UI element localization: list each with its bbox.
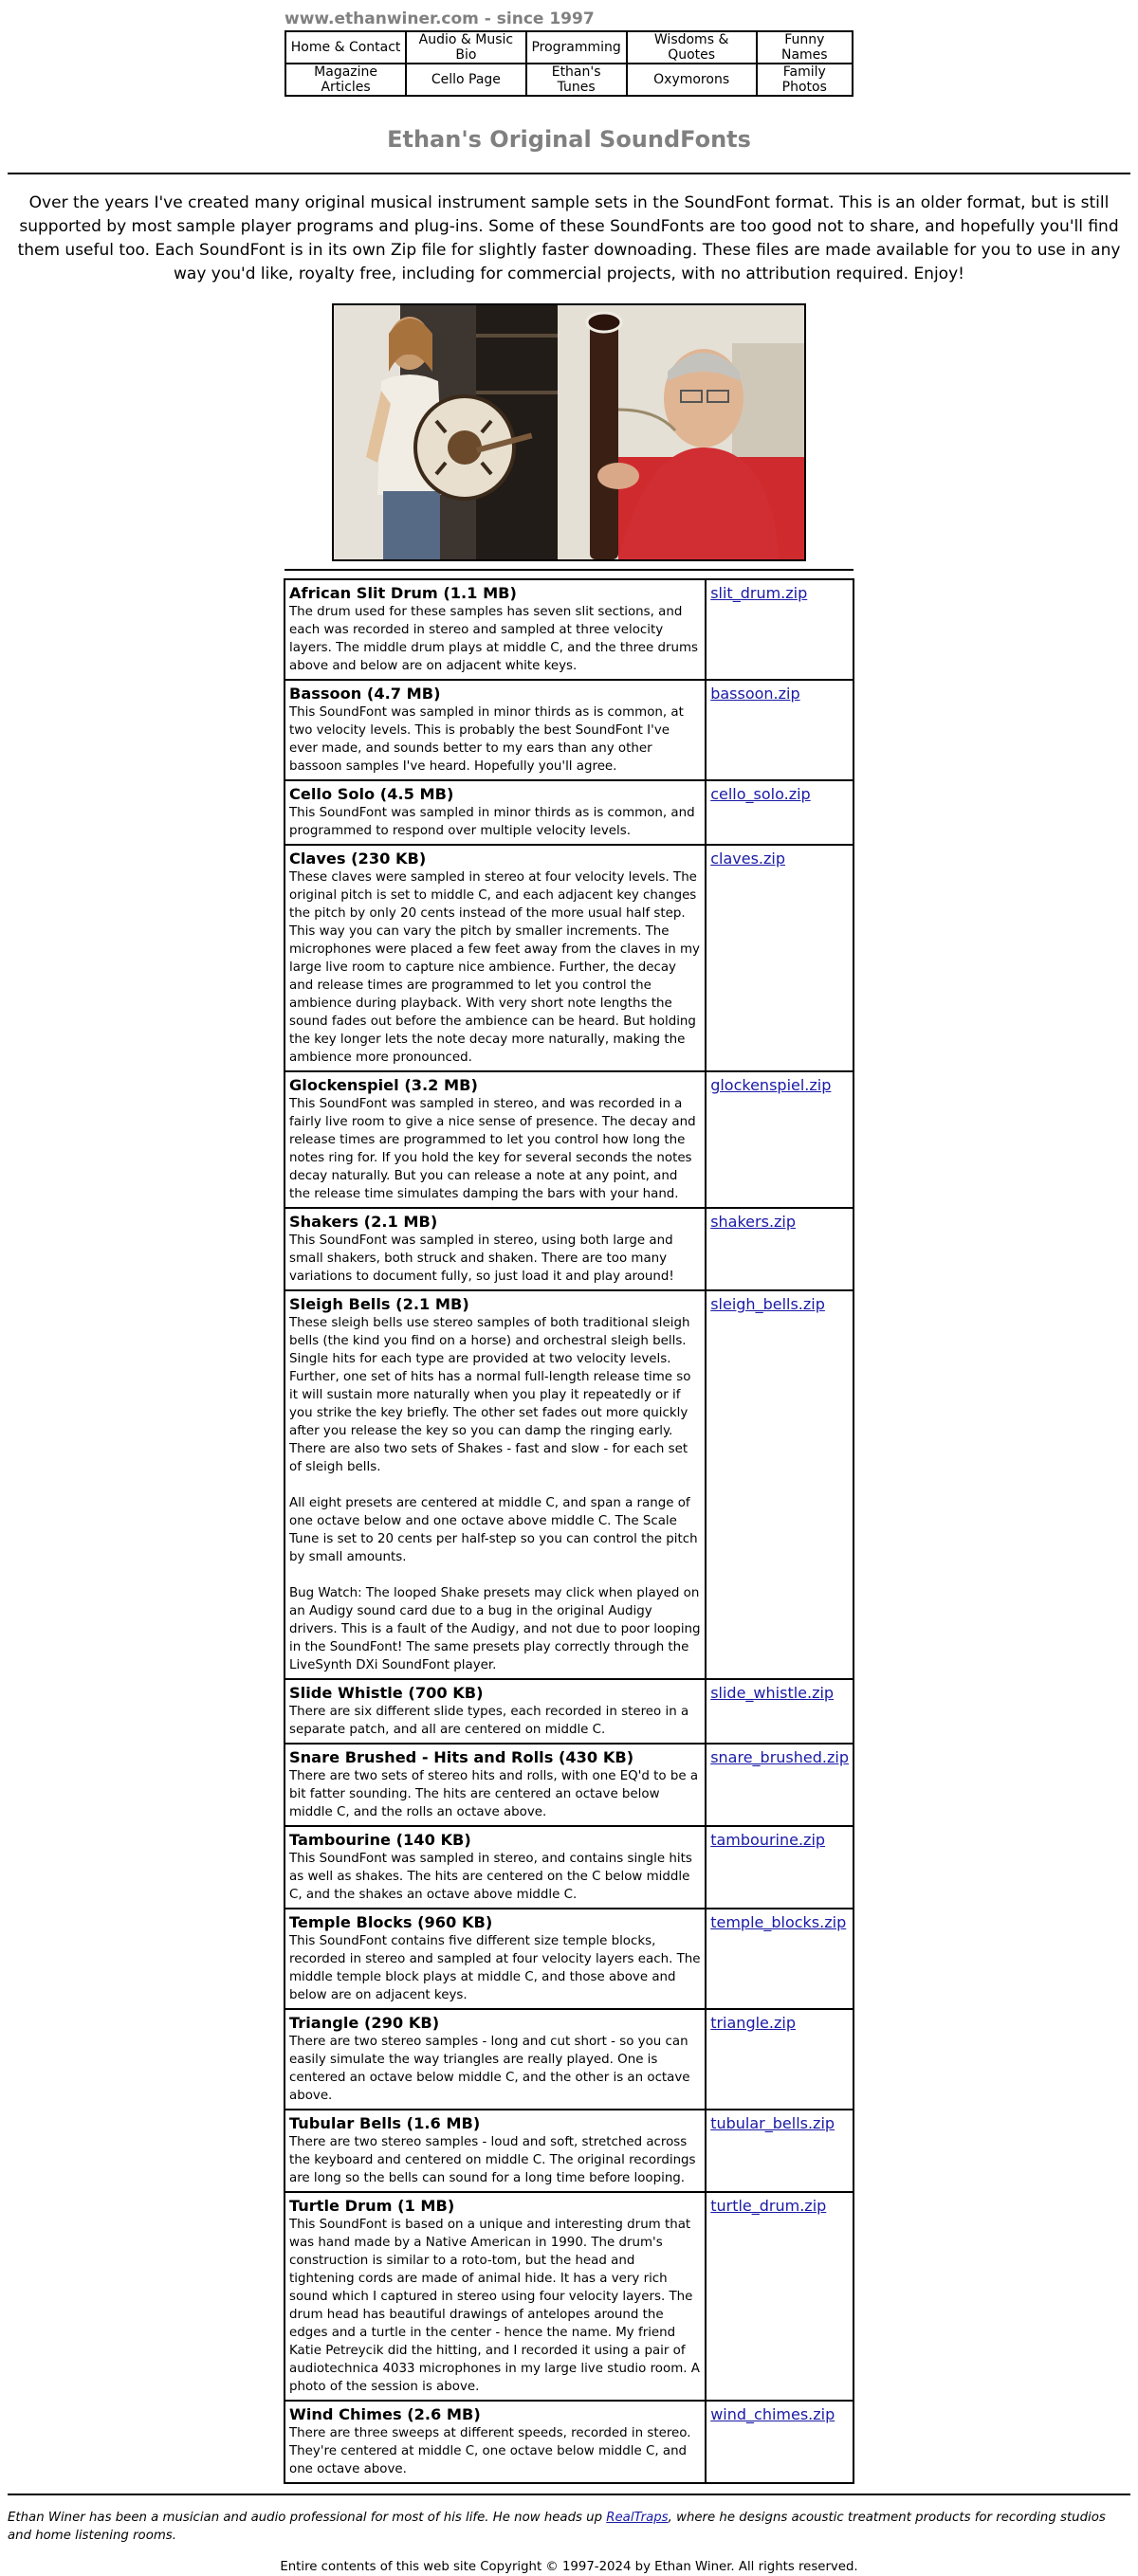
soundfont-row bbox=[284, 2192, 854, 2401]
soundfont-title: Tubular Bells (1.6 MB) bbox=[289, 2114, 481, 2132]
nav-link[interactable]: Ethan's Tunes bbox=[551, 64, 601, 95]
soundfont-download-cell bbox=[706, 1744, 854, 1826]
nav-link[interactable]: Funny Names bbox=[780, 32, 828, 63]
soundfont-title: Triangle (290 KB) bbox=[289, 2014, 440, 2032]
soundfont-description-cell bbox=[284, 1744, 706, 1826]
soundfont-description-cell bbox=[284, 780, 706, 845]
intro-text: Over the years I've created many original musical instrument sample sets in the SoundFont format. This is an older format, but is still supported by most sample player programs and plug-ins. Some of these SoundFonts are too good not to share, and hopefully you'll find them useful too. Each SoundFont is in its own Zip file for slightly faster downoading. These files are made available for you to use in any way you'd like, royalty free, including for commercial projects, with no attribution required. Enjoy! bbox=[17, 193, 1121, 283]
download-zip-link[interactable]: sleigh_bells.zip bbox=[710, 1295, 825, 1313]
nav-family-photos[interactable] bbox=[757, 64, 853, 96]
soundfont-row bbox=[284, 2401, 854, 2483]
soundfont-description: There are six different slide types, each recorded in stereo in a separate patch, and all are centered on middle C. bbox=[289, 1705, 689, 1737]
soundfont-description: All eight presets are centered at middle C, and span a range of one octave below and one octave above middle C. The Scale Tune is set to 20 cents per half-step so you can control the pitch by small amounts. bbox=[289, 1496, 698, 1564]
soundfont-description: There are two stereo samples - long and cut short - so you can easily simulate the way triangles are really played. One is centered an octave below middle C, and the other is an octave above. bbox=[289, 2035, 690, 2103]
soundfont-description: This SoundFont was sampled in minor thirds as is common, and programmed to respond over multiple velocity levels. bbox=[289, 806, 695, 838]
divider bbox=[8, 2494, 1130, 2495]
soundfont-download-cell bbox=[706, 1290, 854, 1679]
soundfont-description-cell bbox=[284, 2192, 706, 2401]
nav-link[interactable]: Home & Contact bbox=[290, 40, 401, 55]
soundfont-row bbox=[284, 1290, 854, 1679]
soundfont-row bbox=[284, 1826, 854, 1909]
soundfont-title: African Slit Drum (1.1 MB) bbox=[289, 584, 517, 602]
nav-magazine-articles[interactable] bbox=[285, 64, 406, 96]
soundfont-download-cell bbox=[706, 1071, 854, 1208]
download-zip-link[interactable]: shakers.zip bbox=[710, 1213, 797, 1231]
nav-link[interactable]: Family Photos bbox=[781, 64, 827, 95]
download-zip-link[interactable]: bassoon.zip bbox=[710, 685, 800, 703]
soundfont-description-cell bbox=[284, 1909, 706, 2009]
soundfont-download-cell bbox=[706, 780, 854, 845]
nav-funny-names[interactable] bbox=[757, 31, 853, 64]
realtraps-link[interactable]: RealTraps bbox=[606, 2511, 669, 2525]
soundfont-title: Cello Solo (4.5 MB) bbox=[289, 785, 454, 803]
soundfont-description-cell bbox=[284, 1826, 706, 1909]
nav-menu bbox=[284, 30, 854, 97]
soundfont-row bbox=[284, 1909, 854, 2009]
soundfont-description-cell bbox=[284, 845, 706, 1071]
soundfont-download-cell bbox=[706, 845, 854, 1071]
soundfont-title: Claves (230 KB) bbox=[289, 850, 427, 868]
soundfont-title: Glockenspiel (3.2 MB) bbox=[289, 1076, 478, 1094]
bio-text: Ethan Winer has been a musician and audio professional for most of his life. He now heads up bbox=[8, 2511, 607, 2525]
soundfont-description: There are two stereo samples - loud and soft, stretched across the keyboard and centered on middle C. The original recordings are long so the bells can sound for a long time before looping. bbox=[289, 2135, 696, 2185]
soundfont-download-cell bbox=[706, 1909, 854, 2009]
soundfont-table bbox=[284, 578, 854, 2484]
soundfont-row bbox=[284, 680, 854, 780]
soundfont-title: Turtle Drum (1 MB) bbox=[289, 2197, 455, 2215]
soundfont-description-cell bbox=[284, 2401, 706, 2483]
nav-link[interactable]: Oxymorons bbox=[653, 72, 730, 87]
soundfont-download-cell bbox=[706, 2009, 854, 2110]
soundfont-description: This SoundFont is based on a unique and interesting drum that was hand made by a Native American in 1990. The drum's construction is similar to a roto-tom, but the head and tightening cords are made of animal hide. It has a very rich sound which I captured in stereo using four velocity layers. The drum head has beautiful drawings of antelopes around the edges and a turtle in the center - hence the name. My friend Katie Petreycik did the hitting, and I recorded it using a pair of audiotechnica 4033 microphones in my large live studio room. A photo of the session is above. bbox=[289, 2218, 700, 2394]
soundfont-row bbox=[284, 2009, 854, 2110]
download-zip-link[interactable]: glockenspiel.zip bbox=[710, 1076, 832, 1094]
soundfont-download-cell bbox=[706, 680, 854, 780]
download-zip-link[interactable]: turtle_drum.zip bbox=[710, 2197, 827, 2215]
download-zip-link[interactable]: temple_blocks.zip bbox=[710, 1913, 847, 1931]
nav-link[interactable]: Wisdoms & Quotes bbox=[653, 32, 729, 63]
download-zip-link[interactable]: tubular_bells.zip bbox=[710, 2114, 835, 2132]
nav-oxymorons[interactable] bbox=[627, 64, 757, 96]
nav-row bbox=[285, 64, 853, 96]
soundfont-description-cell bbox=[284, 2110, 706, 2192]
soundfont-row bbox=[284, 780, 854, 845]
soundfont-description-cell bbox=[284, 1208, 706, 1290]
soundfont-row bbox=[284, 579, 854, 680]
site-url: www.ethanwiner.com - since 1997 bbox=[284, 9, 595, 28]
soundfont-description: Bug Watch: The looped Shake presets may click when played on an Audigy sound card due to a bug in the original Audigy drivers. This is a fault of the Audigy, and not due to poor looping in the SoundFont! The same presets play correctly through the LiveSynth DXi SoundFont player. bbox=[289, 1586, 701, 1672]
download-zip-link[interactable]: snare_brushed.zip bbox=[710, 1748, 849, 1766]
soundfont-description: These sleigh bells use stereo samples of both traditional sleigh bells (the kind you find on a horse) and orchestral sleigh bells. Single hits for each type are provided at two velocity levels. Further, one set of hits has a normal full-length release time so it will sustain more naturally when you play it repeatedly or if you strike the key briefly. The other set fades out more quickly after you release the key so you can damp the ringing early. There are also two sets of Shakes - fast and slow - for each set of sleigh bells. bbox=[289, 1316, 691, 1474]
nav-link[interactable]: Magazine Articles bbox=[314, 64, 378, 95]
soundfont-row bbox=[284, 1208, 854, 1290]
soundfont-description: There are three sweeps at different speeds, recorded in stereo. They're centered at middle C, one octave below middle C, and one octave above. bbox=[289, 2426, 691, 2476]
soundfont-description-cell bbox=[284, 1679, 706, 1744]
nav-ethans-tunes[interactable] bbox=[526, 64, 627, 96]
nav-cello-page[interactable] bbox=[406, 64, 525, 96]
nav-programming[interactable] bbox=[526, 31, 627, 64]
nav-link[interactable]: Cello Page bbox=[431, 72, 501, 87]
soundfont-row bbox=[284, 845, 854, 1071]
download-zip-link[interactable]: tambourine.zip bbox=[710, 1831, 826, 1849]
soundfont-title: Slide Whistle (700 KB) bbox=[289, 1684, 484, 1702]
soundfont-table-body bbox=[284, 579, 854, 2483]
soundfont-description: This SoundFont was sampled in minor thirds as is common, at two velocity levels. This is probably the best SoundFont I've ever made, and sounds better to my ears than any other bassoon samples I've heard. Hopefully you'll agree. bbox=[289, 705, 684, 774]
soundfont-description: This SoundFont was sampled in stereo, and was recorded in a fairly live room to give a nice sense of presence. The decay and release times are programmed to let you control how long the notes ring for. If you hold the key for several seconds the notes decay naturally. But you can release a note at any point, and the release time simulates damping the bars with your hand. bbox=[289, 1097, 696, 1201]
soundfont-description-cell bbox=[284, 680, 706, 780]
soundfont-title: Snare Brushed - Hits and Rolls (430 KB) bbox=[289, 1748, 634, 1766]
bio-text: , where he designs acoustic treatment products for recording studios and home listening rooms. bbox=[8, 2511, 1106, 2543]
soundfont-title: Wind Chimes (2.6 MB) bbox=[289, 2405, 481, 2423]
author-bio bbox=[8, 2509, 1130, 2545]
soundfont-description: The drum used for these samples has seven slit sections, and each was recorded in stereo and sampled at three velocity layers. The middle drum plays at middle C, and the three drums above and below are on adjacent white keys. bbox=[289, 605, 699, 673]
download-zip-link[interactable]: claves.zip bbox=[710, 850, 785, 868]
copyright-notice: Entire contents of this web site Copyright © 1997-2024 by Ethan Winer. All rights reserved. bbox=[280, 2560, 858, 2574]
soundfont-row bbox=[284, 1071, 854, 1208]
soundfont-description-cell bbox=[284, 1290, 706, 1679]
soundfont-description: There are two sets of stereo hits and rolls, with one EQ'd to be a bit fatter sounding. The hits are centered an octave below middle C, and the rolls an octave above. bbox=[289, 1769, 699, 1819]
soundfont-title: Tambourine (140 KB) bbox=[289, 1831, 471, 1849]
download-zip-link[interactable]: cello_solo.zip bbox=[710, 785, 811, 803]
nav-link[interactable]: Programming bbox=[531, 40, 621, 55]
nav-wisdoms-quotes[interactable] bbox=[627, 31, 757, 64]
soundfont-download-cell bbox=[706, 1826, 854, 1909]
soundfont-row bbox=[284, 2110, 854, 2192]
download-zip-link[interactable]: slide_whistle.zip bbox=[710, 1684, 835, 1702]
soundfont-description-cell bbox=[284, 2009, 706, 2110]
nav-home-contact[interactable] bbox=[285, 31, 406, 64]
divider bbox=[8, 173, 1130, 174]
download-zip-link[interactable]: slit_drum.zip bbox=[710, 584, 808, 602]
soundfont-download-cell bbox=[706, 1679, 854, 1744]
soundfont-description-cell bbox=[284, 579, 706, 680]
download-zip-link[interactable]: wind_chimes.zip bbox=[710, 2405, 835, 2423]
soundfont-download-cell bbox=[706, 579, 854, 680]
soundfont-download-cell bbox=[706, 2110, 854, 2192]
nav-row bbox=[285, 31, 853, 64]
page-title: Ethan's Original SoundFonts bbox=[387, 126, 751, 153]
nav-audio-music-bio[interactable] bbox=[406, 31, 525, 64]
soundfont-title: Temple Blocks (960 KB) bbox=[289, 1913, 493, 1931]
soundfont-title: Bassoon (4.7 MB) bbox=[289, 685, 441, 703]
soundfont-description: This SoundFont contains five different size temple blocks, recorded in stereo and sampled at four velocity layers each. The middle temple block plays at middle C, and those above and below are on adjacent keys. bbox=[289, 1934, 701, 2002]
photo-image bbox=[334, 305, 804, 559]
soundfont-description-cell bbox=[284, 1071, 706, 1208]
nav-link[interactable]: Audio & Music Bio bbox=[418, 32, 514, 63]
divider bbox=[284, 569, 854, 571]
soundfont-title: Sleigh Bells (2.1 MB) bbox=[289, 1295, 469, 1313]
soundfont-description: These claves were sampled in stereo at four velocity levels. The original pitch is set to middle C, and each adjacent key changes the pitch by only 20 cents instead of the more usual half step. This way you can vary the pitch by smaller increments. The microphones were placed a few feet away from the claves in my large live room to capture nice ambience. Further, the decay and release times are programmed to let you control the ambience during playback. With very short note lengths the sound fades out before the ambience can be heard. But holding the key longer lets the note decay more naturally, making the ambience more pronounced. bbox=[289, 870, 700, 1065]
soundfont-description: This SoundFont was sampled in stereo, using both large and small shakers, both struck and shaken. There are too many variations to document fully, so just load it and play around! bbox=[289, 1233, 674, 1284]
soundfont-row bbox=[284, 1679, 854, 1744]
soundfont-download-cell bbox=[706, 2192, 854, 2401]
download-zip-link[interactable]: triangle.zip bbox=[710, 2014, 796, 2032]
recording-session-photo bbox=[332, 303, 806, 561]
soundfont-row bbox=[284, 1744, 854, 1826]
soundfont-title: Shakers (2.1 MB) bbox=[289, 1213, 438, 1231]
soundfont-download-cell bbox=[706, 2401, 854, 2483]
soundfont-download-cell bbox=[706, 1208, 854, 1290]
soundfont-description: This SoundFont was sampled in stereo, and contains single hits as well as shakes. The hits are centered on the C below middle C, and the shakes an octave above middle C. bbox=[289, 1852, 692, 1902]
